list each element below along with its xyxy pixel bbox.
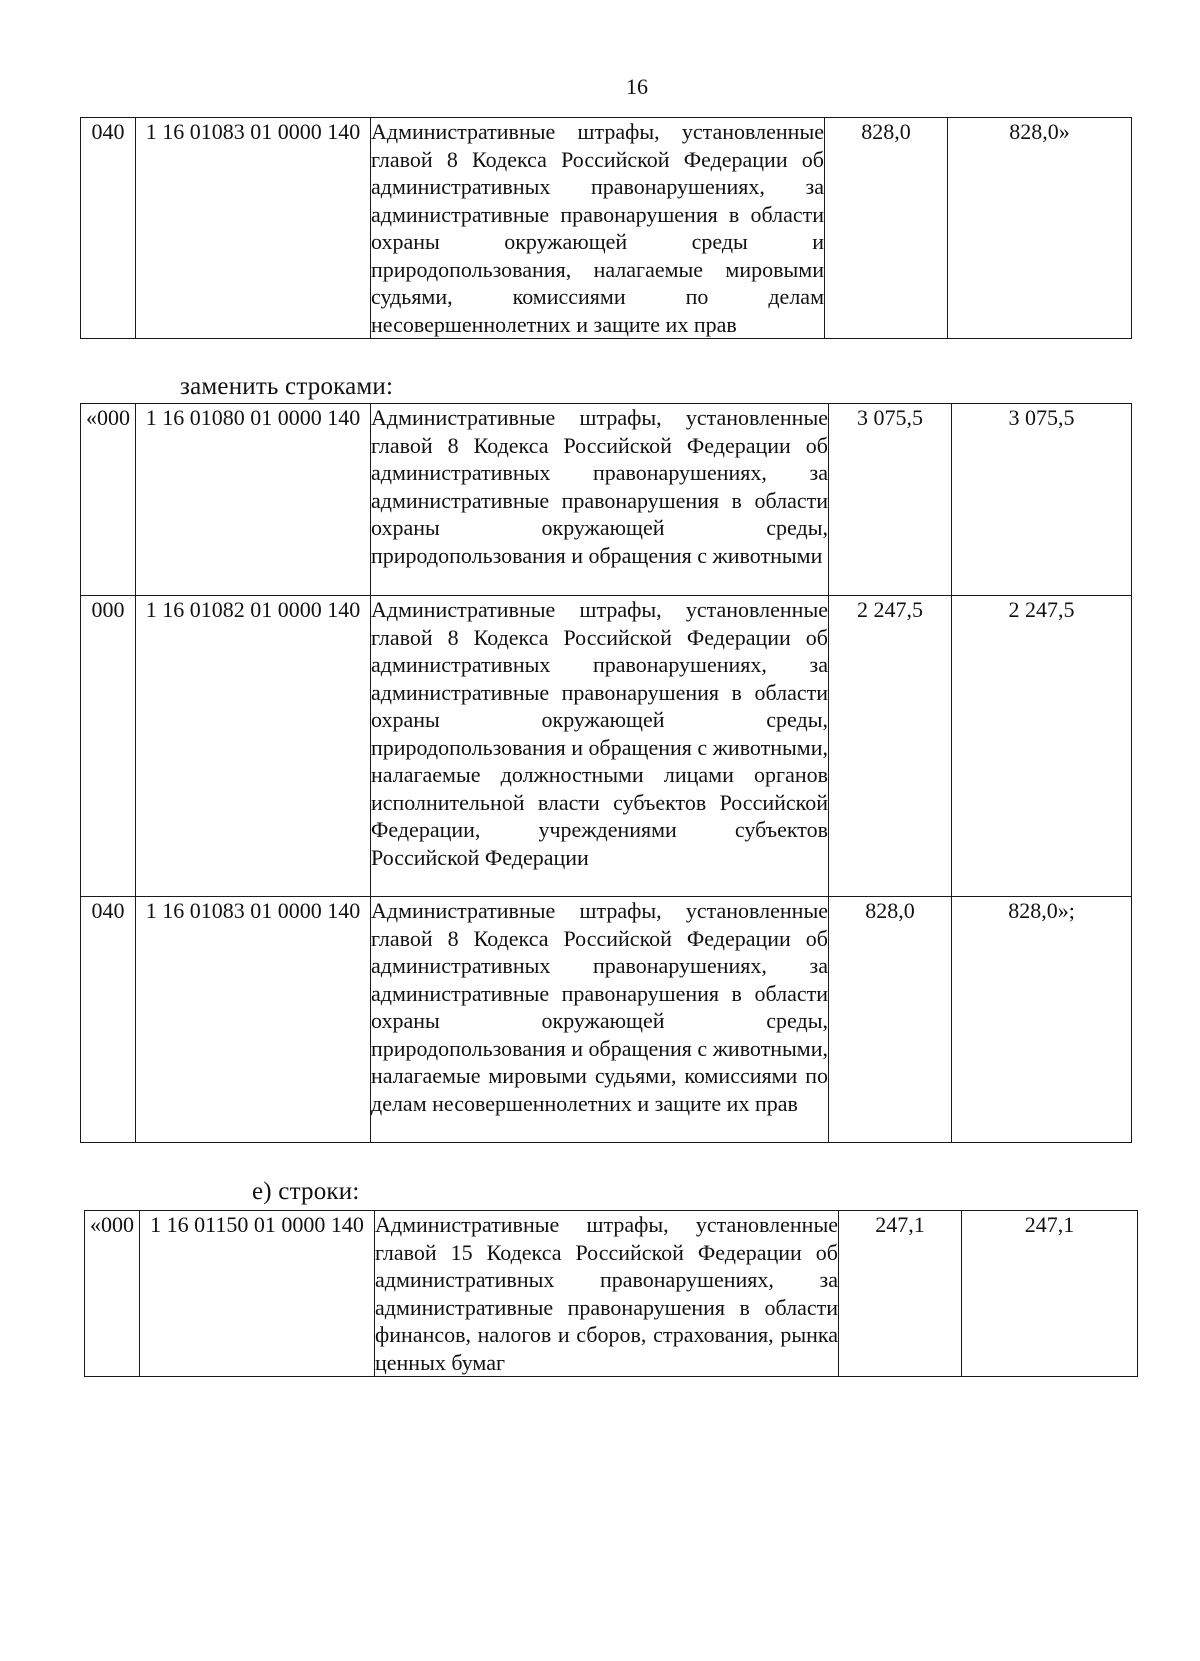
cell-kbk-code: 1 16 01150 01 0000 140 (140, 1211, 375, 1377)
cell-amount-1: 828,0 (825, 118, 948, 339)
cell-amount-1: 828,0 (829, 897, 952, 1143)
cell-kbk-code: 1 16 01083 01 0000 140 (136, 897, 371, 1143)
cell-amount-2: 247,1 (962, 1211, 1138, 1377)
cell-description: Административные штрафы, установленные главой 8 Кодекса Российской Федерации об административных правонарушениях, за административные правонарушения в области охраны окружающей среды, природопользования и обращения с животными, налагаемые должностными лицами органов исполнительной власти субъектов Российской Федерации, учреждениями субъектов Российской Федерации (371, 596, 829, 897)
table-row (81, 404, 1132, 596)
cell-admin-code: 000 (81, 596, 136, 897)
table-row (85, 1211, 1138, 1377)
cell-amount-2: 828,0» (948, 118, 1132, 339)
cell-amount-1: 247,1 (839, 1211, 962, 1377)
cell-kbk-code: 1 16 01080 01 0000 140 (136, 404, 371, 596)
cell-amount-1: 3 075,5 (829, 404, 952, 596)
table-rows-e (84, 1210, 1138, 1377)
table-row (81, 118, 1132, 339)
cell-description: Административные штрафы, установленные главой 8 Кодекса Российской Федерации об административных правонарушениях, за административные правонарушения в области охраны окружающей среды, природопользования и обращения с животными (371, 404, 829, 596)
table-row (81, 596, 1132, 897)
cell-description: Административные штрафы, установленные главой 8 Кодекса Российской Федерации об административных правонарушениях, за административные правонарушения в области охраны окружающей среды, природопользования и обращения с животными, налагаемые мировыми судьями, комиссиями по делам несовершеннолетних и защите их прав (371, 897, 829, 1143)
page-number: 16 (626, 74, 648, 99)
cell-admin-code: 040 (81, 897, 136, 1143)
cell-amount-1: 2 247,5 (829, 596, 952, 897)
cell-kbk-code: 1 16 01082 01 0000 140 (136, 596, 371, 897)
section-label-replace: заменить строками: (180, 373, 394, 400)
cell-kbk-code: 1 16 01083 01 0000 140 (136, 118, 371, 339)
cell-amount-2: 3 075,5 (952, 404, 1132, 596)
cell-description: Административные штрафы, установленные главой 8 Кодекса Российской Федерации об административных правонарушениях, за административные правонарушения в области охраны окружающей среды и природопользования, налагаемые мировыми судьями, комиссиями по делам несовершеннолетних и защите их прав (371, 119, 824, 337)
section-label-rows-e: е) строки: (252, 1178, 360, 1205)
cell-description: Административные штрафы, установленные главой 15 Кодекса Российской Федерации об административных правонарушениях, за административные правонарушения в области финансов, налогов и сборов, страхования, рынка ценных бумаг (375, 1212, 838, 1375)
table-row (81, 897, 1132, 1143)
cell-admin-code: 040 (81, 118, 136, 339)
cell-amount-2: 2 247,5 (952, 596, 1132, 897)
cell-admin-code: «000 (85, 1211, 140, 1377)
table-replacement-rows (80, 403, 1132, 1143)
table-original-rows (80, 117, 1132, 339)
cell-admin-code: «000 (81, 404, 136, 596)
cell-amount-2: 828,0»; (952, 897, 1132, 1143)
